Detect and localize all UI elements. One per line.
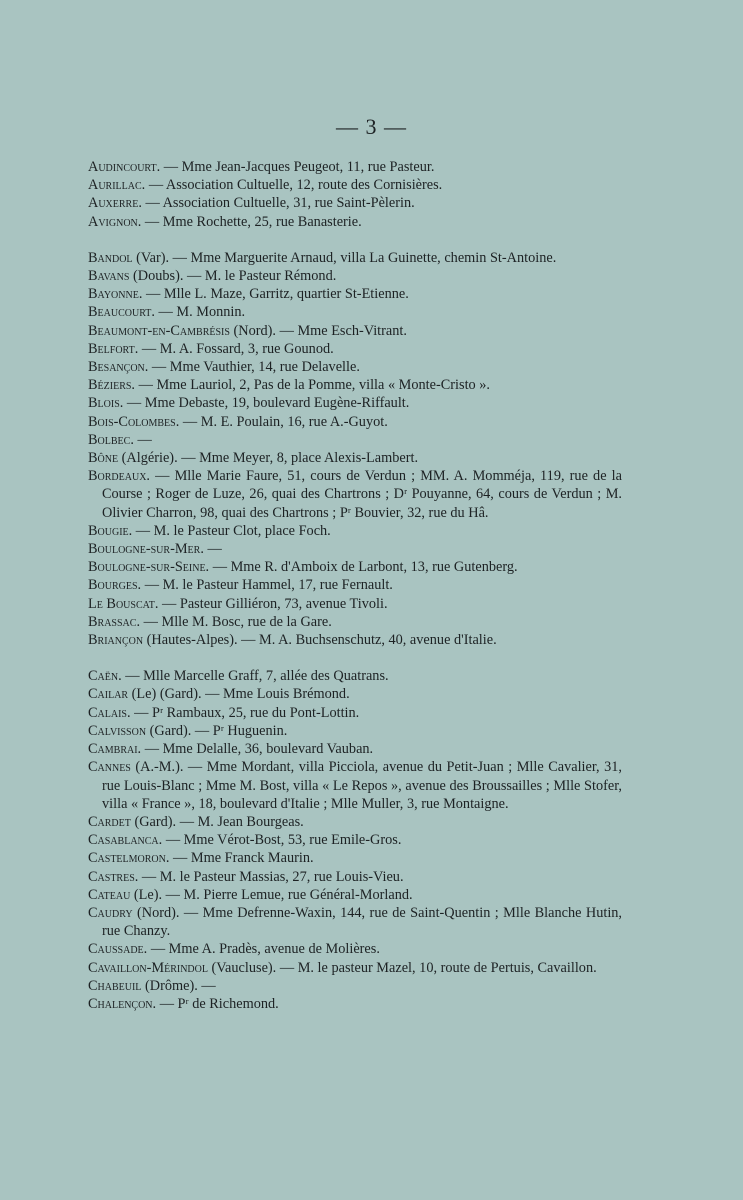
directory-entry: [88, 977, 622, 995]
place-name: Calais.: [88, 704, 131, 721]
entry-details: — Mme Vérot-Bost, 53, rue Emile-Gros.: [165, 832, 402, 849]
entry-details: (Gard). — Pʳ Huguenin.: [149, 722, 288, 739]
place-name: Caudry: [88, 904, 133, 921]
directory-entry: [88, 868, 622, 886]
place-name: Bône: [88, 450, 119, 467]
directory-entry: [88, 886, 622, 904]
entry-details: (Le). — M. Pierre Lemue, rue Général-Morland.: [133, 886, 413, 903]
directory-entry: [88, 940, 622, 958]
directory-entry: [88, 213, 622, 231]
directory-entry: [88, 358, 622, 376]
entry-details: (Hautes-Alpes). — M. A. Buchsenschutz, 40, avenue d'Italie.: [146, 632, 497, 649]
place-name: Cailar: [88, 686, 129, 703]
place-name: Cavaillon-Mérindol: [88, 959, 208, 976]
place-name: Briançon: [88, 632, 144, 649]
entry-details: (Doubs). — M. le Pasteur Rémond.: [132, 268, 337, 285]
directory-entry: [88, 595, 622, 613]
place-name: Bandol: [88, 249, 133, 266]
entry-details: (Nord). — Mme Defrenne-Waxin, 144, rue de Saint-Quentin ; Mlle Blanche Hutin, rue Chanzy.: [102, 904, 623, 940]
place-name: Brassac.: [88, 613, 141, 630]
place-name: Cannes: [88, 759, 131, 776]
place-name: Bougie.: [88, 522, 133, 539]
entry-details: — Mme Delalle, 36, boulevard Vauban.: [144, 741, 374, 758]
entry-details: — Association Cultuelle, 12, route des Cornisières.: [148, 177, 443, 194]
entry-details: — Mlle Marcelle Graff, 7, allée des Quatrans.: [125, 668, 389, 685]
directory-entry: [88, 558, 622, 576]
place-name: Béziers.: [88, 377, 135, 394]
directory-entry: [88, 249, 622, 267]
directory-entry: [88, 413, 622, 431]
directory-entry: [88, 267, 622, 285]
place-name: Cambrai.: [88, 741, 142, 758]
directory-entry: [88, 704, 622, 722]
directory-entry: [88, 722, 622, 740]
entry-details: (Vaucluse). — M. le pasteur Mazel, 10, route de Pertuis, Cavaillon.: [211, 959, 597, 976]
entry-details: — M. le Pasteur Hammel, 17, rue Fernault.: [144, 577, 393, 594]
place-name: Cardet: [88, 813, 131, 830]
entry-details: — M. le Pasteur Massias, 27, rue Louis-Vieu.: [141, 868, 404, 885]
directory-entry: [88, 376, 622, 394]
place-name: Castelmoron.: [88, 850, 170, 867]
directory-entry: [88, 576, 622, 594]
directory-entry: [88, 285, 622, 303]
entry-details: — Pʳ Rambaux, 25, rue du Pont-Lottin.: [134, 704, 360, 721]
entry-details: —: [137, 431, 152, 448]
place-name: Calvisson: [88, 722, 147, 739]
place-name: Auxerre.: [88, 195, 142, 212]
entry-details: — Mme Vauthier, 14, rue Delavelle.: [151, 359, 360, 376]
directory-entry: [88, 522, 622, 540]
place-name: Le Bouscat.: [88, 595, 159, 612]
entry-details: — Mlle L. Maze, Garritz, quartier St-Etienne.: [146, 286, 409, 303]
place-name: Beaumont-en-Cambrésis: [88, 322, 230, 339]
place-name: Caussade.: [88, 941, 148, 958]
entry-details: — Mme Debaste, 19, boulevard Eugène-Riffault.: [126, 395, 410, 412]
entry-details: — Mme Lauriol, 2, Pas de la Pomme, villa « Monte-Cristo ».: [138, 377, 491, 394]
directory-entry: [88, 613, 622, 631]
entry-details: — Mme R. d'Amboix de Larbont, 13, rue Gutenberg.: [212, 559, 518, 576]
entry-details: — Mlle M. Bosc, rue de la Gare.: [143, 613, 332, 630]
place-name: Bordeaux.: [88, 468, 150, 485]
entry-details: — Association Cultuelle, 31, rue Saint-Pèlerin.: [145, 195, 415, 212]
place-name: Caën.: [88, 668, 122, 685]
directory-entry: [88, 340, 622, 358]
directory-entry: [88, 431, 622, 449]
place-name: Aurillac.: [88, 177, 146, 194]
entry-details: (Le) (Gard). — Mme Louis Brémond.: [131, 686, 350, 703]
entry-details: — Mme Rochette, 25, rue Banasterie.: [144, 213, 362, 230]
entry-details: —: [207, 541, 222, 558]
place-name: Bois-Colombes.: [88, 413, 180, 430]
entry-details: — M. E. Poulain, 16, rue A.-Guyot.: [182, 413, 388, 430]
directory-entry: [88, 758, 622, 813]
group-gap: [88, 649, 622, 667]
entry-details: — Mme Jean-Jacques Peugeot, 11, rue Pasteur.: [163, 159, 435, 175]
directory-entry: [88, 467, 622, 522]
entry-details: — Pasteur Gilliéron, 73, avenue Tivoli.: [162, 595, 388, 612]
directory-entry: [88, 849, 622, 867]
place-name: Cateau: [88, 886, 131, 903]
group-gap: [88, 231, 622, 249]
page-number: — 3 —: [336, 114, 407, 139]
place-name: Audincourt.: [88, 159, 161, 175]
entry-details: (Var). — Mme Marguerite Arnaud, villa La Guinette, chemin St-Antoine.: [136, 249, 557, 266]
place-name: Boulogne-sur-Seine.: [88, 559, 210, 576]
place-name: Bourges.: [88, 577, 142, 594]
place-name: Chabeuil: [88, 977, 142, 994]
directory-entry: [88, 831, 622, 849]
directory-entry: [88, 158, 622, 176]
directory-entry: [88, 394, 622, 412]
directory-entry: [88, 813, 622, 831]
directory-entry: [88, 959, 622, 977]
place-name: Besançon.: [88, 359, 149, 376]
entry-details: — M. le Pasteur Clot, place Foch.: [135, 522, 331, 539]
directory-entry: [88, 322, 622, 340]
directory-entry: [88, 303, 622, 321]
entry-details: — M. A. Fossard, 3, rue Gounod.: [141, 340, 334, 357]
entry-details: (Algérie). — Mme Meyer, 8, place Alexis-Lambert.: [121, 450, 419, 467]
directory-entries: [88, 158, 622, 1013]
place-name: Bayonne.: [88, 286, 143, 303]
place-name: Belfort.: [88, 340, 139, 357]
directory-entry: [88, 449, 622, 467]
directory-entry: [88, 540, 622, 558]
place-name: Bolbec.: [88, 431, 134, 448]
directory-entry: [88, 995, 622, 1013]
entry-details: — M. Monnin.: [158, 304, 246, 321]
directory-entry: [88, 631, 622, 649]
place-name: Avignon.: [88, 213, 142, 230]
entry-details: (Gard). — M. Jean Bourgeas.: [134, 813, 304, 830]
place-name: Castres.: [88, 868, 139, 885]
place-name: Casablanca.: [88, 832, 163, 849]
directory-entry: [88, 194, 622, 212]
directory-entry: [88, 176, 622, 194]
place-name: Beaucourt.: [88, 304, 155, 321]
entry-details: — Pʳ de Richemond.: [159, 995, 279, 1012]
place-name: Bavans: [88, 268, 130, 285]
directory-entry: [88, 667, 622, 685]
entry-details: — Mme A. Pradès, avenue de Molières.: [150, 941, 380, 958]
directory-entry: [88, 740, 622, 758]
place-name: Blois.: [88, 395, 124, 412]
directory-entry: [88, 904, 622, 940]
entry-details: — Mlle Marie Faure, 51, cours de Verdun ; MM. A. Momméja, 119, rue de la Course ; Roger de Luze, 26, quai des Chartrons ; Dʳ Pouyanne, 64, cours de Verdun ; M. Olivier Charron, 98, quai des Chartrons ; Pʳ Bouvier, 32, rue du Hâ.: [102, 468, 622, 521]
entry-details: — Mme Franck Maurin.: [173, 850, 314, 867]
directory-entry: [88, 685, 622, 703]
entry-details: (Drôme). —: [145, 977, 216, 994]
entry-details: (Nord). — Mme Esch-Vitrant.: [233, 322, 407, 339]
entry-details: (A.-M.). — Mme Mordant, villa Picciola, avenue du Petit-Juan ; Mlle Cavalier, 31, rue Louis-Blanc ; Mme M. Bost, villa « Le Repos », avenue des Broussailles ; Mlle Stofer, villa « France », 18, boulevard d'Italie ; Mlle Muller, 3, rue Montaigne.: [102, 759, 623, 812]
place-name: Boulogne-sur-Mer.: [88, 541, 204, 558]
place-name: Chalençon.: [88, 995, 157, 1012]
